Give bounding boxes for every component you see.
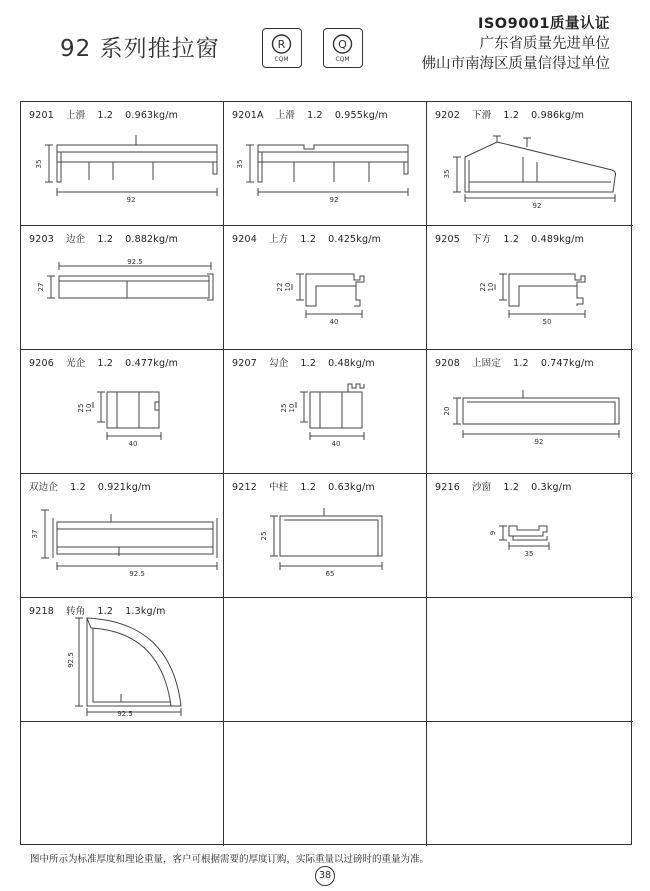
profile-cell	[21, 226, 224, 350]
svg-text:35: 35	[524, 550, 534, 558]
certification-list	[422, 14, 611, 74]
profile-label: 9204 上方 1.2 0.425kg/m	[232, 234, 382, 245]
svg-text:92.5: 92.5	[127, 258, 143, 266]
svg-text:35: 35	[443, 169, 451, 179]
svg-text:92: 92	[534, 438, 544, 446]
profile-label: 9207 勾企 1.2 0.48kg/m	[232, 358, 375, 369]
svg-text:92: 92	[329, 196, 339, 204]
svg-text:10: 10	[288, 403, 296, 413]
profile-drawing	[21, 474, 224, 598]
profile-cell	[21, 350, 224, 474]
profile-cell	[427, 474, 633, 598]
svg-text:25: 25	[260, 531, 268, 541]
svg-text:40: 40	[329, 318, 339, 326]
svg-text:92.5: 92.5	[67, 652, 75, 668]
empty-cell	[427, 598, 633, 722]
svg-text:R: R	[277, 38, 286, 51]
profile-cell	[21, 474, 224, 598]
svg-text:92.5: 92.5	[129, 570, 145, 578]
profile-label: 9201A 上滑 1.2 0.955kg/m	[232, 110, 388, 121]
svg-text:22: 22	[479, 282, 487, 292]
empty-cell	[224, 722, 427, 846]
profile-drawing	[224, 102, 427, 226]
profile-label: 9201 上滑 1.2 0.963kg/m	[29, 110, 179, 121]
profile-label: 双边企 1.2 0.921kg/m	[29, 482, 151, 493]
profile-label: 9202 下滑 1.2 0.986kg/m	[435, 110, 585, 121]
empty-cell	[224, 598, 427, 722]
profile-drawing	[21, 102, 224, 226]
svg-text:40: 40	[128, 440, 138, 448]
empty-cell	[21, 722, 224, 846]
certification-line: 广东省质量先进单位	[479, 36, 610, 52]
svg-text:92.5: 92.5	[117, 710, 133, 718]
profile-drawing	[427, 474, 633, 598]
svg-text:50: 50	[542, 318, 552, 326]
profile-grid	[20, 101, 632, 845]
empty-cell	[427, 722, 633, 846]
profile-label: 9203 边企 1.2 0.882kg/m	[29, 234, 179, 245]
profile-cell	[427, 102, 633, 226]
svg-text:35: 35	[35, 159, 43, 169]
svg-text:25: 25	[77, 403, 85, 413]
svg-text:CQM: CQM	[335, 56, 350, 63]
profile-cell	[224, 102, 427, 226]
svg-text:27: 27	[37, 282, 45, 292]
profile-drawing	[427, 102, 633, 226]
profile-label: 9212 中柱 1.2 0.63kg/m	[232, 482, 375, 493]
svg-text:9: 9	[489, 530, 497, 536]
svg-text:37: 37	[31, 529, 39, 539]
footer-note: 图中所示为标准厚度和理论重量，客户可根据需要的厚度订购，实际重量以过磅时的重量为准。	[30, 854, 430, 865]
profile-drawing	[224, 350, 427, 474]
page-number: 38	[315, 866, 335, 886]
profile-label: 9216 沙窗 1.2 0.3kg/m	[435, 482, 572, 493]
profile-drawing	[21, 350, 224, 474]
svg-text:35: 35	[236, 159, 244, 169]
q-cqm-logo-icon	[323, 28, 363, 68]
svg-text:92: 92	[126, 196, 136, 204]
svg-text:10: 10	[487, 282, 495, 292]
profile-label: 9206 光企 1.2 0.477kg/m	[29, 358, 179, 369]
profile-drawing	[21, 598, 224, 722]
svg-text:Q: Q	[338, 38, 347, 51]
svg-text:92: 92	[532, 202, 542, 210]
profile-drawing	[224, 226, 427, 350]
svg-text:20: 20	[443, 406, 451, 416]
svg-text:40: 40	[331, 440, 341, 448]
profile-cell	[427, 350, 633, 474]
profile-cell	[21, 102, 224, 226]
certification-line: ISO9001质量认证	[477, 16, 610, 32]
certification-line: 佛山市南海区质量信得过单位	[421, 56, 610, 72]
profile-cell	[224, 226, 427, 350]
svg-text:25: 25	[280, 403, 288, 413]
profile-label: 9205 下方 1.2 0.489kg/m	[435, 234, 585, 245]
profile-cell	[224, 474, 427, 598]
profile-drawing	[21, 226, 224, 350]
profile-label: 9208 上固定 1.2 0.747kg/m	[435, 358, 594, 369]
svg-text:22: 22	[276, 282, 284, 292]
svg-text:10: 10	[284, 282, 292, 292]
profile-drawing	[224, 474, 427, 598]
svg-text:65: 65	[325, 570, 335, 578]
svg-text:10: 10	[85, 403, 93, 413]
page-title: 92 系列推拉窗	[60, 36, 220, 62]
profile-drawing	[427, 226, 633, 350]
r-cqm-logo-icon	[262, 28, 302, 68]
profile-cell	[224, 350, 427, 474]
svg-text:CQM: CQM	[274, 56, 289, 63]
profile-cell	[427, 226, 633, 350]
profile-cell	[21, 598, 224, 722]
profile-label: 9218 转角 1.2 1.3kg/m	[29, 606, 166, 617]
profile-drawing	[427, 350, 633, 474]
